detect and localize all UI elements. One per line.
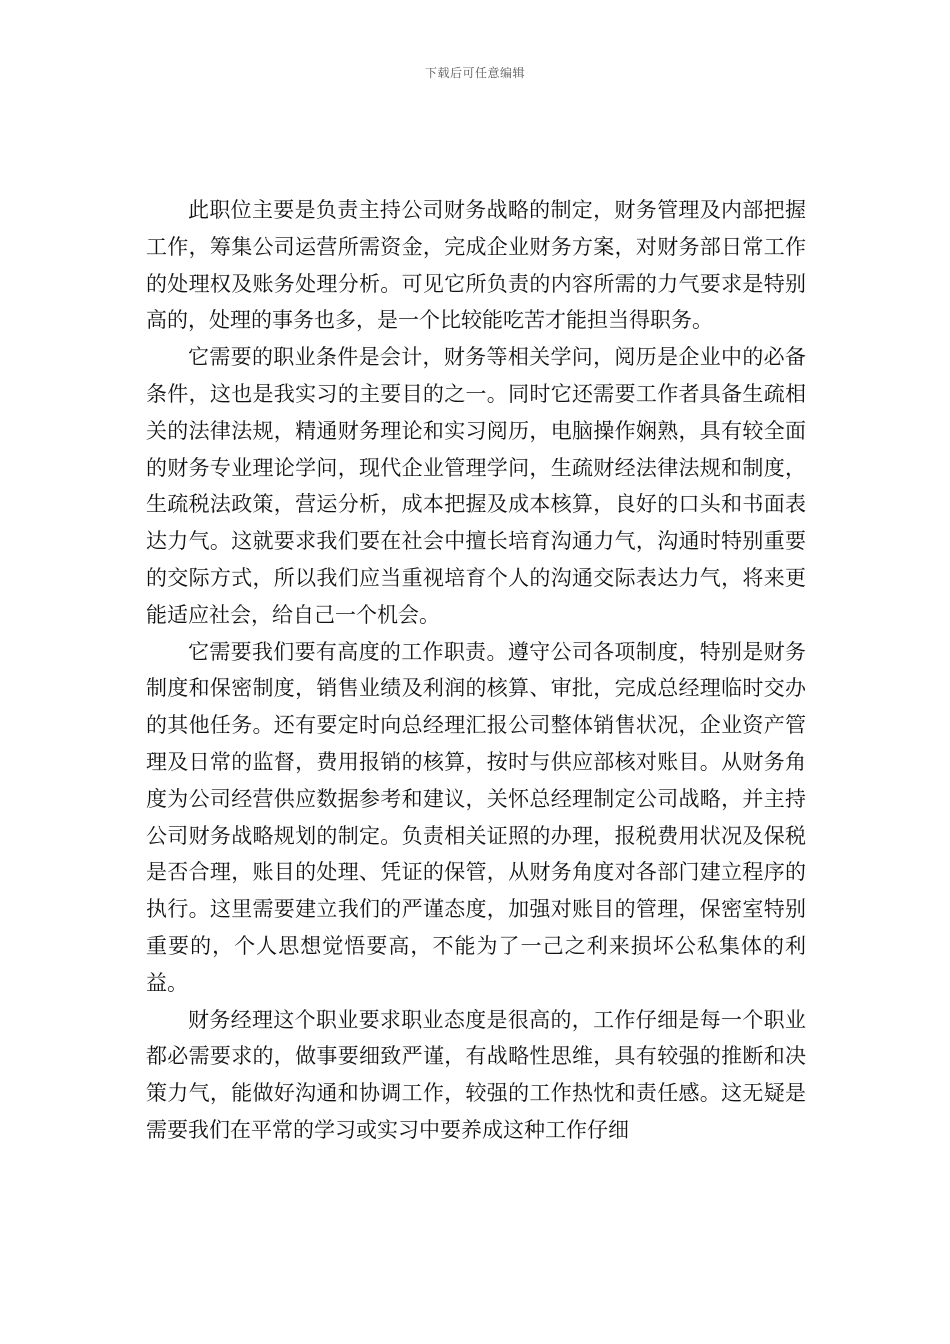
document-body xyxy=(146,192,806,1149)
paragraph-3: 它需要我们要有高度的工作职责。遵守公司各项制度，特别是财务制度和保密制度，销售业绩及利润的核算、审批，完成总经理临时交办的其他任务。还有要定时向总经理汇报公司整体销售状况，企业资产管理及日常的监督，费用报销的核算，按时与供应部核对账目。从财务角度为公司经营供应数据参考和建议，关怀总经理制定公司战略，并主持公司财务战略规划的制定。负责相关证照的办理，报税费用状况及保税是否合理，账目的处理、凭证的保管，从财务角度对各部门建立程序的执行。这里需要建立我们的严谨态度，加强对账目的管理，保密室特别重要的，个人思想觉悟要高，不能为了一己之利来损坏公私集体的利益。 xyxy=(146,639,806,995)
page-header: 下载后可任意编辑 xyxy=(424,66,525,80)
paragraph-2: 它需要的职业条件是会计，财务等相关学问，阅历是企业中的必备条件，这也是我实习的主要目的之一。同时它还需要工作者具备生疏相关的法律法规，精通财务理论和实习阅历，电脑操作娴熟，具有较全面的财务专业理论学问，现代企业管理学问，生疏财经法律法规和制度，生疏税法政策，营运分析，成本把握及成本核算，良好的口头和书面表达力气。这就要求我们要在社会中擅长培育沟通力气，沟通时特别重要的交际方式，所以我们应当重视培育个人的沟通交际表达力气，将来更能适应社会，给自己一个机会。 xyxy=(146,345,806,627)
paragraph-1: 此职位主要是负责主持公司财务战略的制定，财务管理及内部把握工作，筹集公司运营所需资金，完成企业财务方案，对财务部日常工作的处理权及账务处理分析。可见它所负责的内容所需的力气要求是特别高的，处理的事务也多，是一个比较能吃苦才能担当得职务。 xyxy=(146,198,806,333)
paragraph-4: 财务经理这个职业要求职业态度是很高的，工作仔细是每一个职业都必需要求的，做事要细致严谨，有战略性思维，具有较强的推断和决策力气，能做好沟通和协调工作，较强的工作热忱和责任感。这无疑是需要我们在平常的学习或实习中要养成这种工作仔细 xyxy=(146,1007,806,1142)
